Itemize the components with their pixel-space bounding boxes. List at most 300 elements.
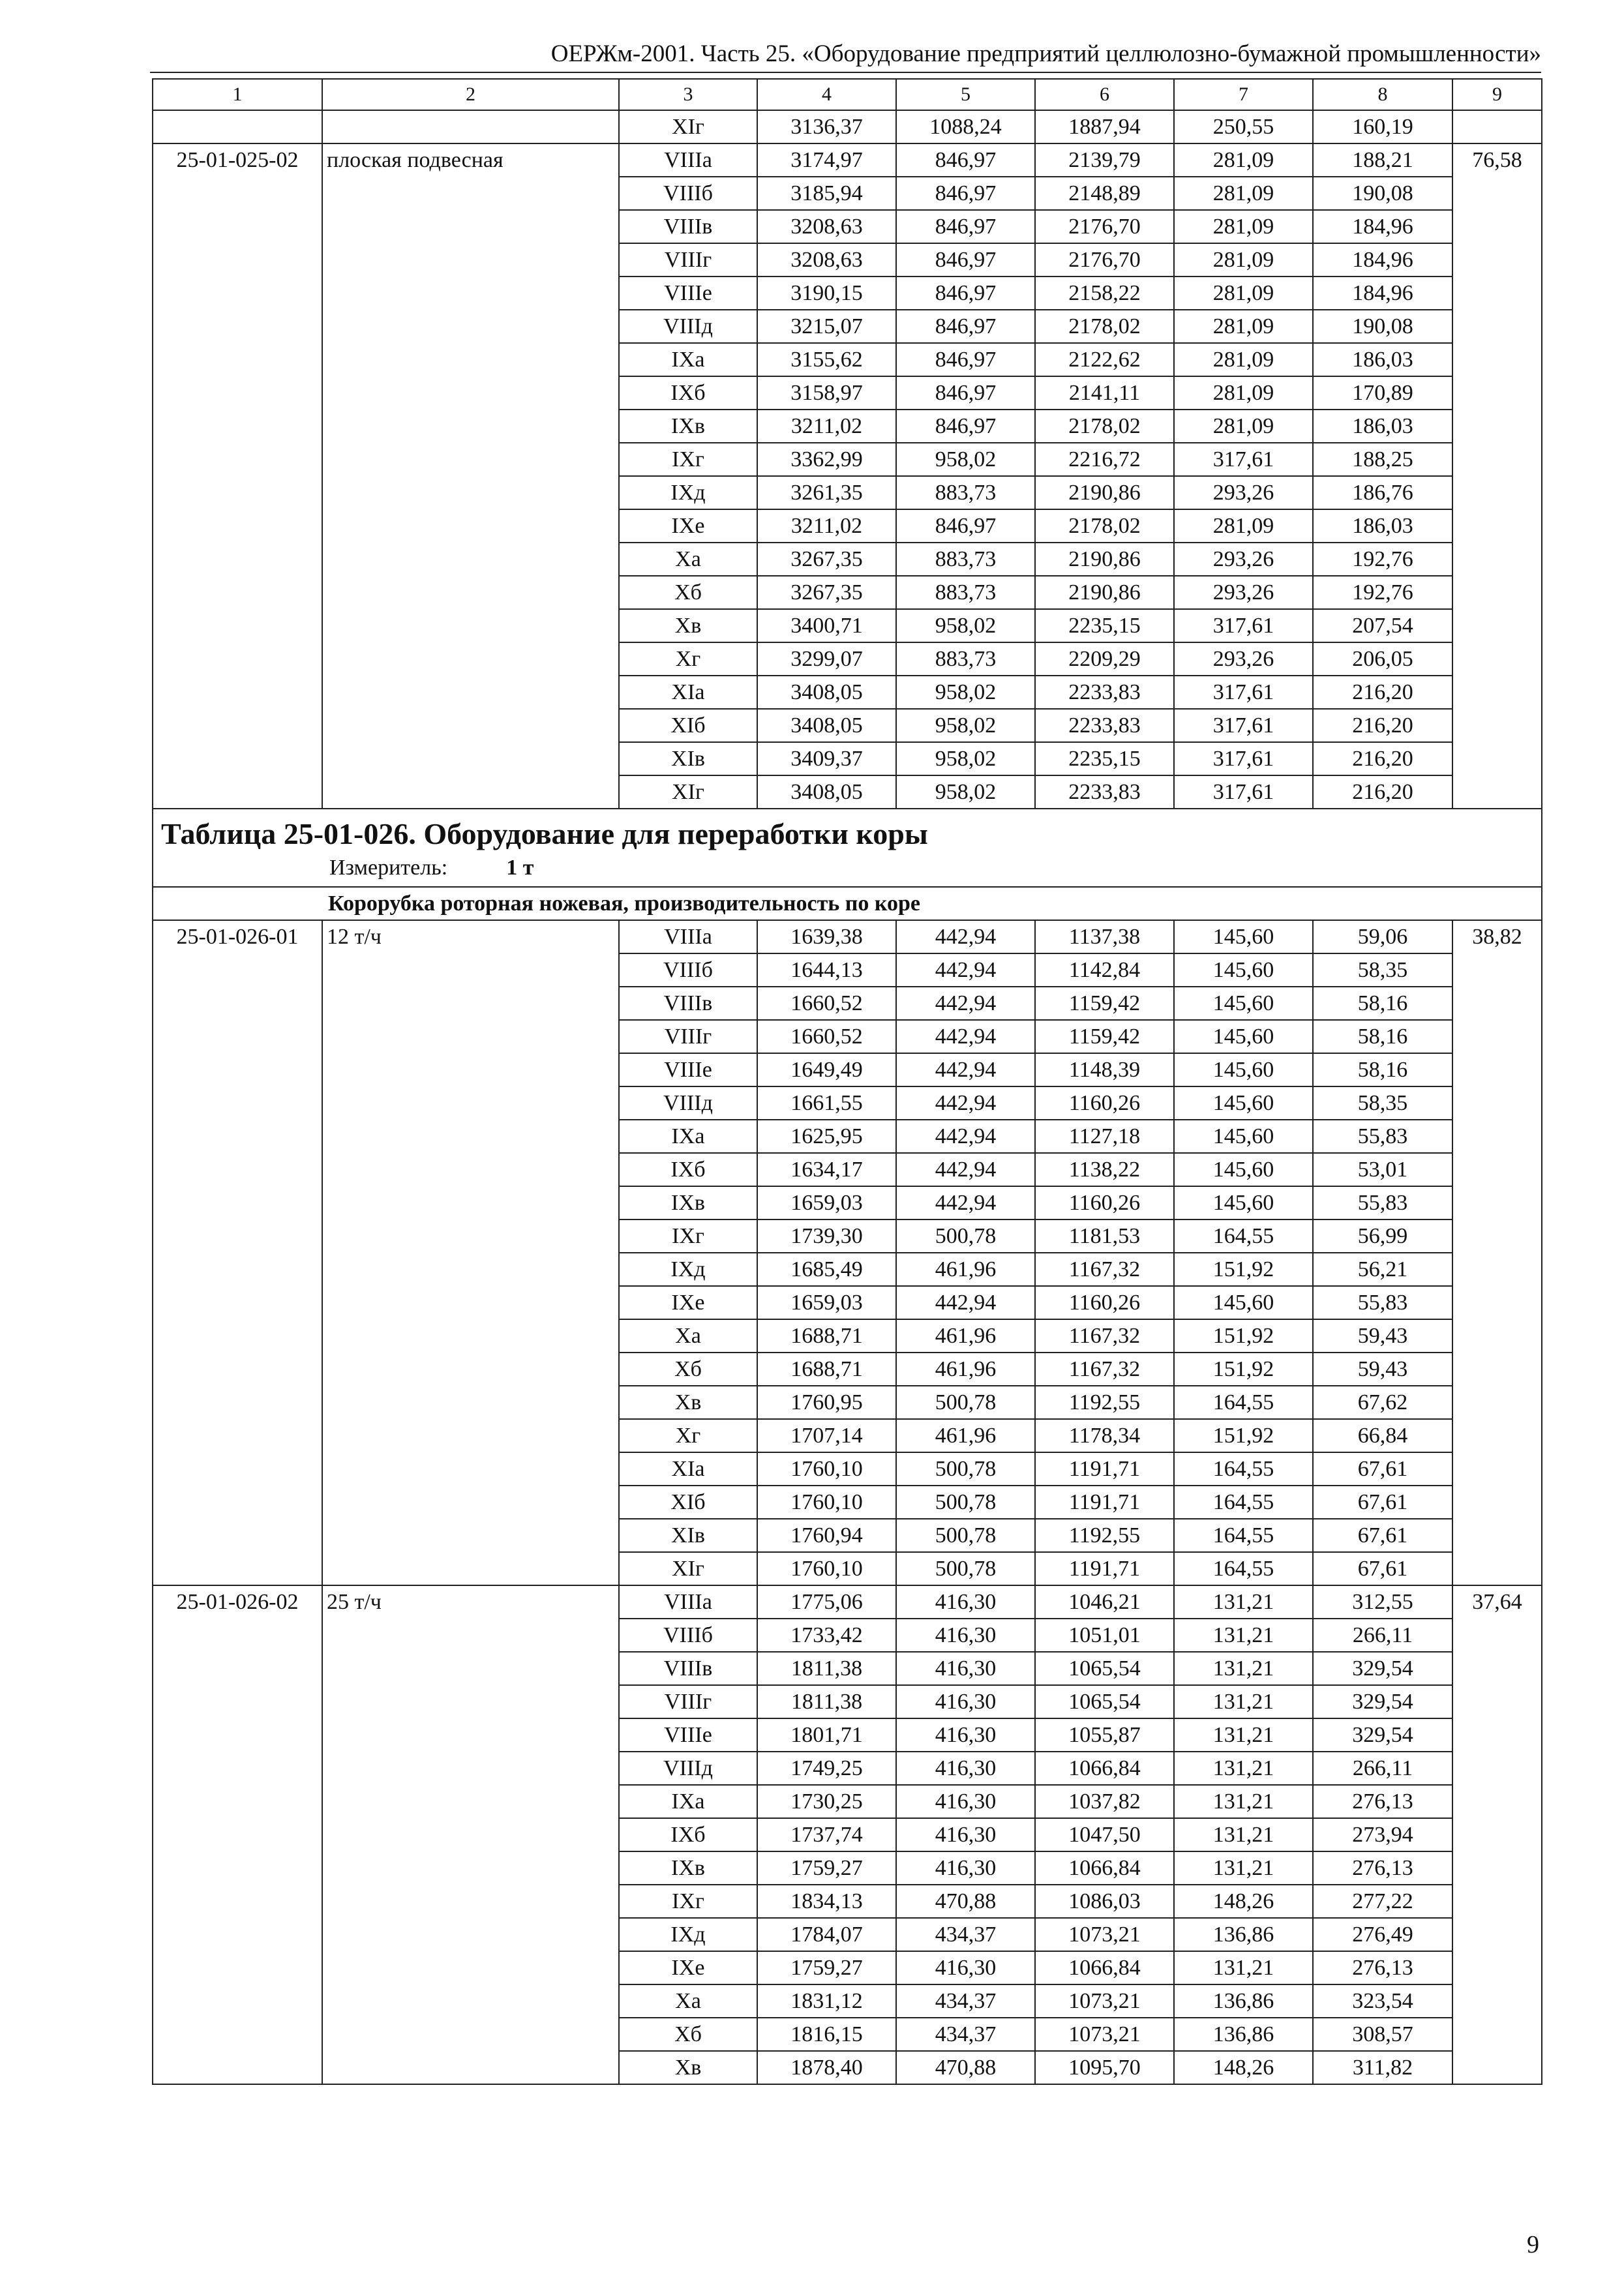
total-cost-cell: 1760,10 (757, 1452, 896, 1486)
wages-cell: 846,97 (896, 310, 1035, 343)
total-cost-cell: 1659,03 (757, 1286, 896, 1319)
wages-cell: 846,97 (896, 509, 1035, 543)
total-cost-cell: 1760,10 (757, 1486, 896, 1519)
table-row (153, 143, 1542, 177)
region-code-cell: VIIIг (619, 1685, 757, 1718)
materials-cell: 216,20 (1313, 709, 1452, 742)
total-cost-cell: 1811,38 (757, 1652, 896, 1685)
region-code-cell: VIIIб (619, 1619, 757, 1652)
column-number: 5 (896, 79, 1035, 110)
wages-cell: 442,94 (896, 1120, 1035, 1153)
wages-cell: 500,78 (896, 1486, 1035, 1519)
region-code-cell: VIIIб (619, 177, 757, 210)
wages-cell: 1088,24 (896, 110, 1035, 143)
machinist-wages-cell: 136,86 (1174, 1918, 1313, 1951)
region-code-cell: IXв (619, 1851, 757, 1885)
materials-cell: 329,54 (1313, 1685, 1452, 1718)
machinist-wages-cell: 281,09 (1174, 243, 1313, 277)
region-code-cell: XIб (619, 1486, 757, 1519)
total-cost-cell: 1737,74 (757, 1818, 896, 1851)
machine-operation-cell: 2178,02 (1035, 410, 1174, 443)
wages-cell: 500,78 (896, 1452, 1035, 1486)
machine-operation-cell: 1047,50 (1035, 1818, 1174, 1851)
machinist-wages-cell: 131,21 (1174, 1619, 1313, 1652)
region-code-cell: VIIIб (619, 953, 757, 987)
machine-operation-cell: 1142,84 (1035, 953, 1174, 987)
wages-cell: 958,02 (896, 709, 1035, 742)
machinist-wages-cell: 317,61 (1174, 676, 1313, 709)
wages-cell: 846,97 (896, 410, 1035, 443)
machine-operation-cell: 2158,22 (1035, 277, 1174, 310)
wages-cell: 958,02 (896, 742, 1035, 775)
materials-cell: 192,76 (1313, 576, 1452, 609)
total-cost-cell: 1775,06 (757, 1585, 896, 1619)
item-code: 25-01-026-01 (153, 920, 322, 1585)
region-code-cell: XIг (619, 775, 757, 809)
materials-cell: 55,83 (1313, 1186, 1452, 1219)
region-code-cell: IXд (619, 1918, 757, 1951)
machinist-wages-cell: 317,61 (1174, 742, 1313, 775)
col9-cell (1452, 110, 1542, 143)
region-code-cell: VIIIд (619, 1086, 757, 1120)
machine-operation-cell: 2216,72 (1035, 443, 1174, 476)
materials-cell: 323,54 (1313, 1984, 1452, 2018)
total-cost-cell: 3174,97 (757, 143, 896, 177)
wages-cell: 442,94 (896, 1286, 1035, 1319)
machine-operation-cell: 1167,32 (1035, 1353, 1174, 1386)
region-code-cell: Xв (619, 2051, 757, 2084)
wages-cell: 500,78 (896, 1519, 1035, 1552)
machine-operation-cell: 1887,94 (1035, 110, 1174, 143)
wages-cell: 442,94 (896, 1153, 1035, 1186)
machinist-wages-cell: 136,86 (1174, 2018, 1313, 2051)
wages-cell: 442,94 (896, 987, 1035, 1020)
machinist-wages-cell: 281,09 (1174, 177, 1313, 210)
machine-operation-cell: 1073,21 (1035, 1918, 1174, 1951)
machine-operation-cell: 2139,79 (1035, 143, 1174, 177)
machine-operation-cell: 2190,86 (1035, 543, 1174, 576)
total-cost-cell: 1834,13 (757, 1885, 896, 1918)
materials-cell: 207,54 (1313, 609, 1452, 642)
machinist-wages-cell: 164,55 (1174, 1452, 1313, 1486)
machinist-wages-cell: 151,92 (1174, 1319, 1313, 1353)
total-cost-cell: 1760,95 (757, 1386, 896, 1419)
column-number: 3 (619, 79, 757, 110)
item-col9-value: 37,64 (1452, 1585, 1542, 2084)
wages-cell: 883,73 (896, 476, 1035, 509)
wages-cell: 434,37 (896, 1918, 1035, 1951)
materials-cell: 53,01 (1313, 1153, 1452, 1186)
region-code-cell: IXе (619, 1286, 757, 1319)
machine-operation-cell: 1159,42 (1035, 1020, 1174, 1053)
region-code-cell: VIIIа (619, 143, 757, 177)
region-code-cell: IXе (619, 509, 757, 543)
machine-operation-cell: 1066,84 (1035, 1951, 1174, 1984)
machine-operation-cell: 1192,55 (1035, 1386, 1174, 1419)
materials-cell: 329,54 (1313, 1718, 1452, 1752)
wages-cell: 846,97 (896, 177, 1035, 210)
item-col9-value: 76,58 (1452, 143, 1542, 809)
total-cost-cell: 3136,37 (757, 110, 896, 143)
machinist-wages-cell: 281,09 (1174, 210, 1313, 243)
machine-operation-cell: 1159,42 (1035, 987, 1174, 1020)
region-code-cell: IXв (619, 410, 757, 443)
materials-cell: 58,16 (1313, 1020, 1452, 1053)
machinist-wages-cell: 145,60 (1174, 1120, 1313, 1153)
wages-cell: 434,37 (896, 1984, 1035, 2018)
machinist-wages-cell: 131,21 (1174, 1818, 1313, 1851)
total-cost-cell: 1811,38 (757, 1685, 896, 1718)
wages-cell: 416,30 (896, 1785, 1035, 1818)
region-code-cell: IXа (619, 1120, 757, 1153)
total-cost-cell: 3211,02 (757, 410, 896, 443)
wages-cell: 461,96 (896, 1419, 1035, 1452)
unit-label: Измеритель: (329, 856, 448, 880)
total-cost-cell: 1688,71 (757, 1353, 896, 1386)
column-number: 1 (153, 79, 322, 110)
materials-cell: 56,99 (1313, 1219, 1452, 1253)
machinist-wages-cell: 131,21 (1174, 1752, 1313, 1785)
unit-value: 1 т (506, 856, 534, 880)
machine-operation-cell: 2141,11 (1035, 376, 1174, 410)
region-code-cell: Xа (619, 1984, 757, 2018)
wages-cell: 416,30 (896, 1752, 1035, 1785)
column-number: 7 (1174, 79, 1313, 110)
machinist-wages-cell: 131,21 (1174, 1652, 1313, 1685)
column-number-row (153, 79, 1542, 110)
region-code-cell: XIв (619, 742, 757, 775)
total-cost-cell: 1660,52 (757, 1020, 896, 1053)
page-number: 9 (1527, 2231, 1539, 2258)
total-cost-cell: 3267,35 (757, 576, 896, 609)
wages-cell: 500,78 (896, 1552, 1035, 1585)
region-code-cell: IXв (619, 1186, 757, 1219)
item-name: 25 т/ч (322, 1585, 619, 2084)
machinist-wages-cell: 281,09 (1174, 343, 1313, 376)
machine-operation-cell: 2190,86 (1035, 576, 1174, 609)
wages-cell: 442,94 (896, 953, 1035, 987)
region-code-cell: XIг (619, 1552, 757, 1585)
region-code-cell: VIIIа (619, 920, 757, 953)
machinist-wages-cell: 293,26 (1174, 576, 1313, 609)
machinist-wages-cell: 145,60 (1174, 1186, 1313, 1219)
materials-cell: 186,76 (1313, 476, 1452, 509)
machinist-wages-cell: 131,21 (1174, 1585, 1313, 1619)
materials-cell: 277,22 (1313, 1885, 1452, 1918)
machinist-wages-cell: 148,26 (1174, 2051, 1313, 2084)
region-code-cell: VIIIв (619, 987, 757, 1020)
running-header: ОЕРЖм-2001. Часть 25. «Оборудование предприятий целлюлозно-бумажной промышленности» (550, 40, 1541, 67)
materials-cell: 67,61 (1313, 1552, 1452, 1585)
region-code-cell: IXа (619, 1785, 757, 1818)
total-cost-cell: 3408,05 (757, 676, 896, 709)
machinist-wages-cell: 151,92 (1174, 1419, 1313, 1452)
machine-operation-cell: 1138,22 (1035, 1153, 1174, 1186)
code-cell (153, 110, 322, 143)
machinist-wages-cell: 164,55 (1174, 1519, 1313, 1552)
materials-cell: 56,21 (1313, 1253, 1452, 1286)
machinist-wages-cell: 164,55 (1174, 1552, 1313, 1585)
region-code-cell: Xб (619, 1353, 757, 1386)
wages-cell: 461,96 (896, 1253, 1035, 1286)
region-code-cell: Xв (619, 1386, 757, 1419)
machinist-wages-cell: 145,60 (1174, 1053, 1313, 1086)
price-table (152, 78, 1542, 2085)
total-cost-cell: 3211,02 (757, 509, 896, 543)
total-cost-cell: 1634,17 (757, 1153, 896, 1186)
machinist-wages-cell: 131,21 (1174, 1851, 1313, 1885)
wages-cell: 883,73 (896, 576, 1035, 609)
total-cost-cell: 3215,07 (757, 310, 896, 343)
total-cost-cell: 1759,27 (757, 1851, 896, 1885)
wages-cell: 442,94 (896, 1086, 1035, 1120)
materials-cell: 184,96 (1313, 210, 1452, 243)
materials-cell: 67,61 (1313, 1486, 1452, 1519)
materials-cell: 170,89 (1313, 376, 1452, 410)
region-code-cell: IXб (619, 1153, 757, 1186)
materials-cell: 186,03 (1313, 509, 1452, 543)
wages-cell: 442,94 (896, 920, 1035, 953)
materials-cell: 276,49 (1313, 1918, 1452, 1951)
machinist-wages-cell: 317,61 (1174, 709, 1313, 742)
wages-cell: 416,30 (896, 1851, 1035, 1885)
header-rule (150, 72, 1541, 73)
wages-cell: 958,02 (896, 609, 1035, 642)
machine-operation-cell: 1181,53 (1035, 1219, 1174, 1253)
item-name: плоская подвесная (322, 143, 619, 809)
machinist-wages-cell: 281,09 (1174, 509, 1313, 543)
machinist-wages-cell: 293,26 (1174, 642, 1313, 676)
unit-line (161, 855, 1533, 881)
region-code-cell: VIIIе (619, 277, 757, 310)
machine-operation-cell: 1178,34 (1035, 1419, 1174, 1452)
machinist-wages-cell: 151,92 (1174, 1353, 1313, 1386)
total-cost-cell: 1659,03 (757, 1186, 896, 1219)
region-code-cell: VIIIе (619, 1718, 757, 1752)
machine-operation-cell: 1160,26 (1035, 1286, 1174, 1319)
total-cost-cell: 3208,63 (757, 243, 896, 277)
wages-cell: 846,97 (896, 243, 1035, 277)
wages-cell: 958,02 (896, 775, 1035, 809)
wages-cell: 883,73 (896, 543, 1035, 576)
machine-operation-cell: 2235,15 (1035, 742, 1174, 775)
total-cost-cell: 1831,12 (757, 1984, 896, 2018)
region-code-cell: XIг (619, 110, 757, 143)
total-cost-cell: 1816,15 (757, 2018, 896, 2051)
total-cost-cell: 3362,99 (757, 443, 896, 476)
total-cost-cell: 1733,42 (757, 1619, 896, 1652)
wages-cell: 416,30 (896, 1652, 1035, 1685)
table-title: Таблица 25-01-026. Оборудование для переработки коры (161, 817, 928, 850)
materials-cell: 59,06 (1313, 920, 1452, 953)
materials-cell: 216,20 (1313, 676, 1452, 709)
machine-operation-cell: 1167,32 (1035, 1319, 1174, 1353)
materials-cell: 58,35 (1313, 1086, 1452, 1120)
region-code-cell: IXб (619, 376, 757, 410)
machine-operation-cell: 1148,39 (1035, 1053, 1174, 1086)
wages-cell: 846,97 (896, 277, 1035, 310)
total-cost-cell: 1784,07 (757, 1918, 896, 1951)
region-code-cell: IXг (619, 443, 757, 476)
machinist-wages-cell: 293,26 (1174, 476, 1313, 509)
total-cost-cell: 3158,97 (757, 376, 896, 410)
table-row (153, 110, 1542, 143)
materials-cell: 190,08 (1313, 310, 1452, 343)
machine-operation-cell: 1073,21 (1035, 1984, 1174, 2018)
materials-cell: 59,43 (1313, 1319, 1452, 1353)
machinist-wages-cell: 145,60 (1174, 1153, 1313, 1186)
machinist-wages-cell: 131,21 (1174, 1718, 1313, 1752)
machine-operation-cell: 1037,82 (1035, 1785, 1174, 1818)
total-cost-cell: 3155,62 (757, 343, 896, 376)
wages-cell: 416,30 (896, 1619, 1035, 1652)
total-cost-cell: 3408,05 (757, 775, 896, 809)
machinist-wages-cell: 151,92 (1174, 1253, 1313, 1286)
machine-operation-cell: 2176,70 (1035, 243, 1174, 277)
machine-operation-cell: 1191,71 (1035, 1452, 1174, 1486)
wages-cell: 846,97 (896, 210, 1035, 243)
machinist-wages-cell: 131,21 (1174, 1785, 1313, 1818)
region-code-cell: IXд (619, 1253, 757, 1286)
region-code-cell: IXг (619, 1219, 757, 1253)
total-cost-cell: 3185,94 (757, 177, 896, 210)
machine-operation-cell: 1191,71 (1035, 1552, 1174, 1585)
column-number: 9 (1452, 79, 1542, 110)
machinist-wages-cell: 293,26 (1174, 543, 1313, 576)
machinist-wages-cell: 164,55 (1174, 1219, 1313, 1253)
wages-cell: 416,30 (896, 1818, 1035, 1851)
materials-cell: 190,08 (1313, 177, 1452, 210)
machine-operation-cell: 1127,18 (1035, 1120, 1174, 1153)
machine-operation-cell: 2209,29 (1035, 642, 1174, 676)
region-code-cell: VIIIв (619, 210, 757, 243)
total-cost-cell: 1644,13 (757, 953, 896, 987)
machine-operation-cell: 1066,84 (1035, 1851, 1174, 1885)
total-cost-cell: 1649,49 (757, 1053, 896, 1086)
machinist-wages-cell: 148,26 (1174, 1885, 1313, 1918)
wages-cell: 846,97 (896, 143, 1035, 177)
wages-cell: 442,94 (896, 1186, 1035, 1219)
machine-operation-cell: 1192,55 (1035, 1519, 1174, 1552)
region-code-cell: VIIIв (619, 1652, 757, 1685)
total-cost-cell: 1749,25 (757, 1752, 896, 1785)
table-row (153, 920, 1542, 953)
wages-cell: 470,88 (896, 2051, 1035, 2084)
machinist-wages-cell: 317,61 (1174, 443, 1313, 476)
wages-cell: 500,78 (896, 1219, 1035, 1253)
machinist-wages-cell: 317,61 (1174, 609, 1313, 642)
total-cost-cell: 1688,71 (757, 1319, 896, 1353)
wages-cell: 846,97 (896, 376, 1035, 410)
machine-operation-cell: 2233,83 (1035, 775, 1174, 809)
wages-cell: 470,88 (896, 1885, 1035, 1918)
machine-operation-cell: 2190,86 (1035, 476, 1174, 509)
table-title-row (153, 809, 1542, 887)
materials-cell: 311,82 (1313, 2051, 1452, 2084)
machinist-wages-cell: 281,09 (1174, 277, 1313, 310)
machinist-wages-cell: 131,21 (1174, 1951, 1313, 1984)
item-name: 12 т/ч (322, 920, 619, 1585)
region-code-cell: IXа (619, 343, 757, 376)
region-code-cell: VIIIг (619, 243, 757, 277)
materials-cell: 312,55 (1313, 1585, 1452, 1619)
total-cost-cell: 3409,37 (757, 742, 896, 775)
wages-cell: 846,97 (896, 343, 1035, 376)
region-code-cell: Xб (619, 576, 757, 609)
total-cost-cell: 1730,25 (757, 1785, 896, 1818)
region-code-cell: IXд (619, 476, 757, 509)
machine-operation-cell: 2176,70 (1035, 210, 1174, 243)
materials-cell: 186,03 (1313, 410, 1452, 443)
materials-cell: 188,21 (1313, 143, 1452, 177)
wages-cell: 442,94 (896, 1020, 1035, 1053)
wages-cell: 416,30 (896, 1951, 1035, 1984)
region-code-cell: Xг (619, 642, 757, 676)
column-number: 2 (322, 79, 619, 110)
total-cost-cell: 1707,14 (757, 1419, 896, 1452)
materials-cell: 184,96 (1313, 243, 1452, 277)
machine-operation-cell: 1066,84 (1035, 1752, 1174, 1785)
subheading: Корорубка роторная ножевая, производительность по коре (153, 887, 1542, 920)
region-code-cell: IXг (619, 1885, 757, 1918)
materials-cell: 66,84 (1313, 1419, 1452, 1452)
machinist-wages-cell: 145,60 (1174, 1020, 1313, 1053)
materials-cell: 188,25 (1313, 443, 1452, 476)
wages-cell: 958,02 (896, 443, 1035, 476)
machinist-wages-cell: 281,09 (1174, 143, 1313, 177)
materials-cell: 216,20 (1313, 742, 1452, 775)
wages-cell: 416,30 (896, 1585, 1035, 1619)
total-cost-cell: 3267,35 (757, 543, 896, 576)
machine-operation-cell: 1046,21 (1035, 1585, 1174, 1619)
total-cost-cell: 3299,07 (757, 642, 896, 676)
wages-cell: 416,30 (896, 1718, 1035, 1752)
column-number: 4 (757, 79, 896, 110)
machine-operation-cell: 1086,03 (1035, 1885, 1174, 1918)
machinist-wages-cell: 281,09 (1174, 376, 1313, 410)
region-code-cell: IXе (619, 1951, 757, 1984)
machine-operation-cell: 1160,26 (1035, 1086, 1174, 1120)
machine-operation-cell: 1065,54 (1035, 1652, 1174, 1685)
item-code: 25-01-025-02 (153, 143, 322, 809)
materials-cell: 276,13 (1313, 1951, 1452, 1984)
total-cost-cell: 1878,40 (757, 2051, 896, 2084)
materials-cell: 276,13 (1313, 1851, 1452, 1885)
total-cost-cell: 1760,10 (757, 1552, 896, 1585)
materials-cell: 186,03 (1313, 343, 1452, 376)
machinist-wages-cell: 164,55 (1174, 1386, 1313, 1419)
machine-operation-cell: 1065,54 (1035, 1685, 1174, 1718)
machinist-wages-cell: 317,61 (1174, 775, 1313, 809)
region-code-cell: VIIIг (619, 1020, 757, 1053)
total-cost-cell: 1639,38 (757, 920, 896, 953)
machine-operation-cell: 2235,15 (1035, 609, 1174, 642)
machinist-wages-cell: 145,60 (1174, 987, 1313, 1020)
materials-cell: 276,13 (1313, 1785, 1452, 1818)
materials-cell: 67,62 (1313, 1386, 1452, 1419)
materials-cell: 192,76 (1313, 543, 1452, 576)
wages-cell: 500,78 (896, 1386, 1035, 1419)
machinist-wages-cell: 145,60 (1174, 953, 1313, 987)
machinist-wages-cell: 281,09 (1174, 410, 1313, 443)
table-row (153, 1585, 1542, 1619)
machinist-wages-cell: 136,86 (1174, 1984, 1313, 2018)
materials-cell: 266,11 (1313, 1619, 1452, 1652)
machine-operation-cell: 1073,21 (1035, 2018, 1174, 2051)
total-cost-cell: 1625,95 (757, 1120, 896, 1153)
wages-cell: 442,94 (896, 1053, 1035, 1086)
total-cost-cell: 3261,35 (757, 476, 896, 509)
